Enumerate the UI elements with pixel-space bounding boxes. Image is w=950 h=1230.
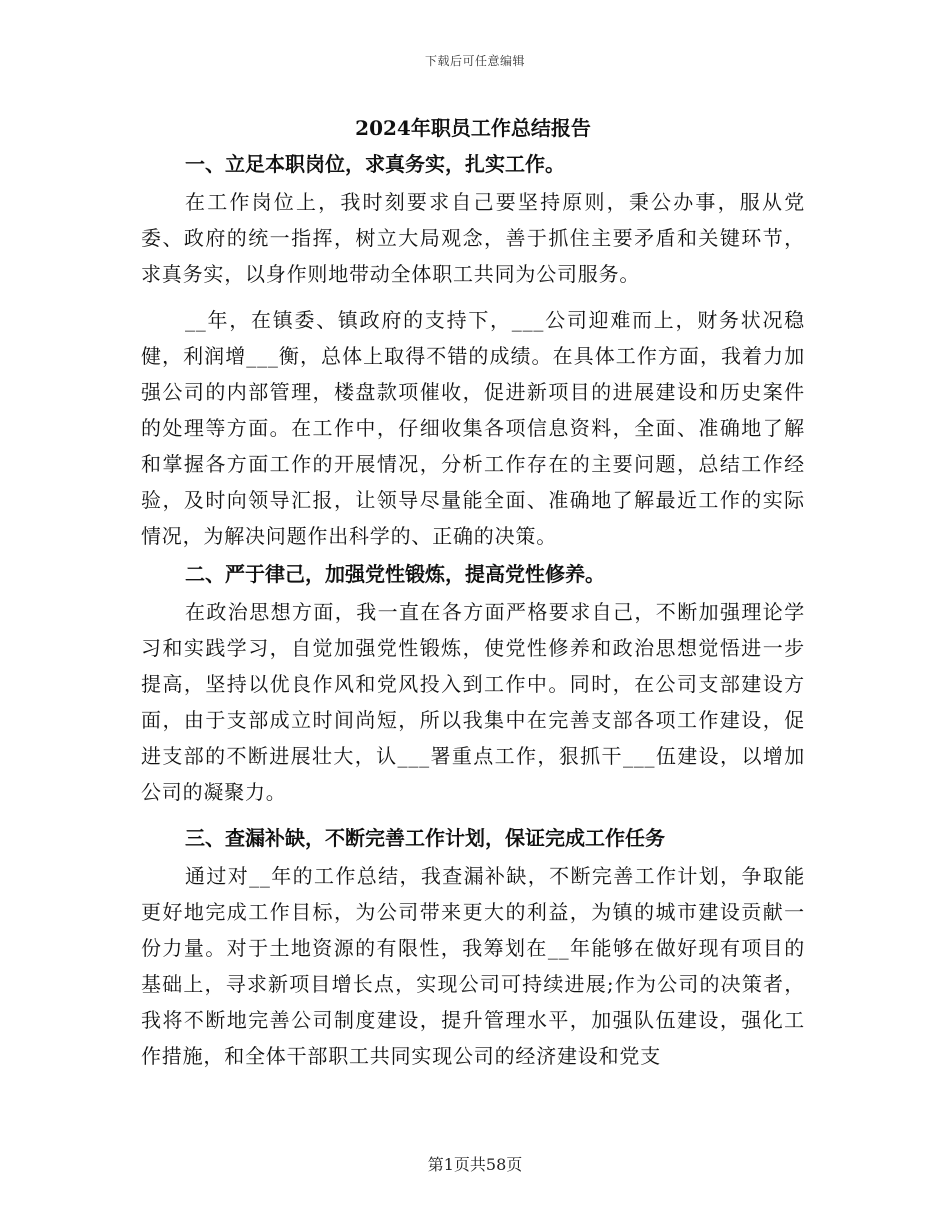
section-2-paragraph-1: 在政治思想方面，我一直在各方面严格要求自己，不断加强理论学习和实践学习，自觉加强党性锻炼，使党性修养和政治思想觉悟进一步提高，坚持以优良作风和党风投入到工作中。同时，在公司支部建设方面，由于支部成立时间尚短，所以我集中在完善支部各项工作建设，促进支部的不断进展壮大，认___署重点工作，狠抓干___伍建设，以增加公司的凝聚力。 <box>141 600 805 804</box>
document-title: 2024年职员工作总结报告 <box>355 116 591 140</box>
section-heading-2: 二、严于律己，加强党性锻炼，提高党性修养。 <box>185 562 605 586</box>
section-1-paragraph-1: 在工作岗位上，我时刻要求自己要坚持原则，秉公办事，服从党委、政府的统一指挥，树立大局观念，善于抓住主要矛盾和关键环节，求真务实，以身作则地带动全体职工共同为公司服务。 <box>141 190 805 286</box>
page-footer: 第1页共58页 <box>427 1155 523 1174</box>
section-3-paragraph-1: 通过对__年的工作总结，我查漏补缺，不断完善工作计划，争取能更好地完成工作目标，为公司带来更大的利益，为镇的城市建设贡献一份力量。对于土地资源的有限性，我筹划在__年能够在做好现有项目的基础上，寻求新项目增长点，实现公司可持续进展;作为公司的决策者，我将不断地完善公司制度建设，提升管理水平，加强队伍建设，强化工作措施，和全体干部职工共同实现公司的经济建设和党支 <box>141 864 805 1068</box>
section-heading-1: 一、立足本职岗位，求真务实，扎实工作。 <box>185 152 565 176</box>
section-heading-3: 三、查漏补缺，不断完善工作计划，保证完成工作任务 <box>185 826 665 850</box>
section-1-paragraph-2: __年，在镇委、镇政府的支持下，___公司迎难而上，财务状况稳健，利润增___衡，总体上取得不错的成绩。在具体工作方面，我着力加强公司的内部管理，楼盘款项催收，促进新项目的进展建设和历史案件的处理等方面。在工作中，仔细收集各项信息资料，全面、准确地了解和掌握各方面工作的开展情况，分析工作存在的主要问题，总结工作经验，及时向领导汇报，让领导尽量能全面、准确地了解最近工作的实际情况，为解决问题作出科学的、正确的决策。 <box>141 308 805 548</box>
header-note: 下载后可任意编辑 <box>424 54 525 68</box>
document-body <box>141 110 805 1074</box>
